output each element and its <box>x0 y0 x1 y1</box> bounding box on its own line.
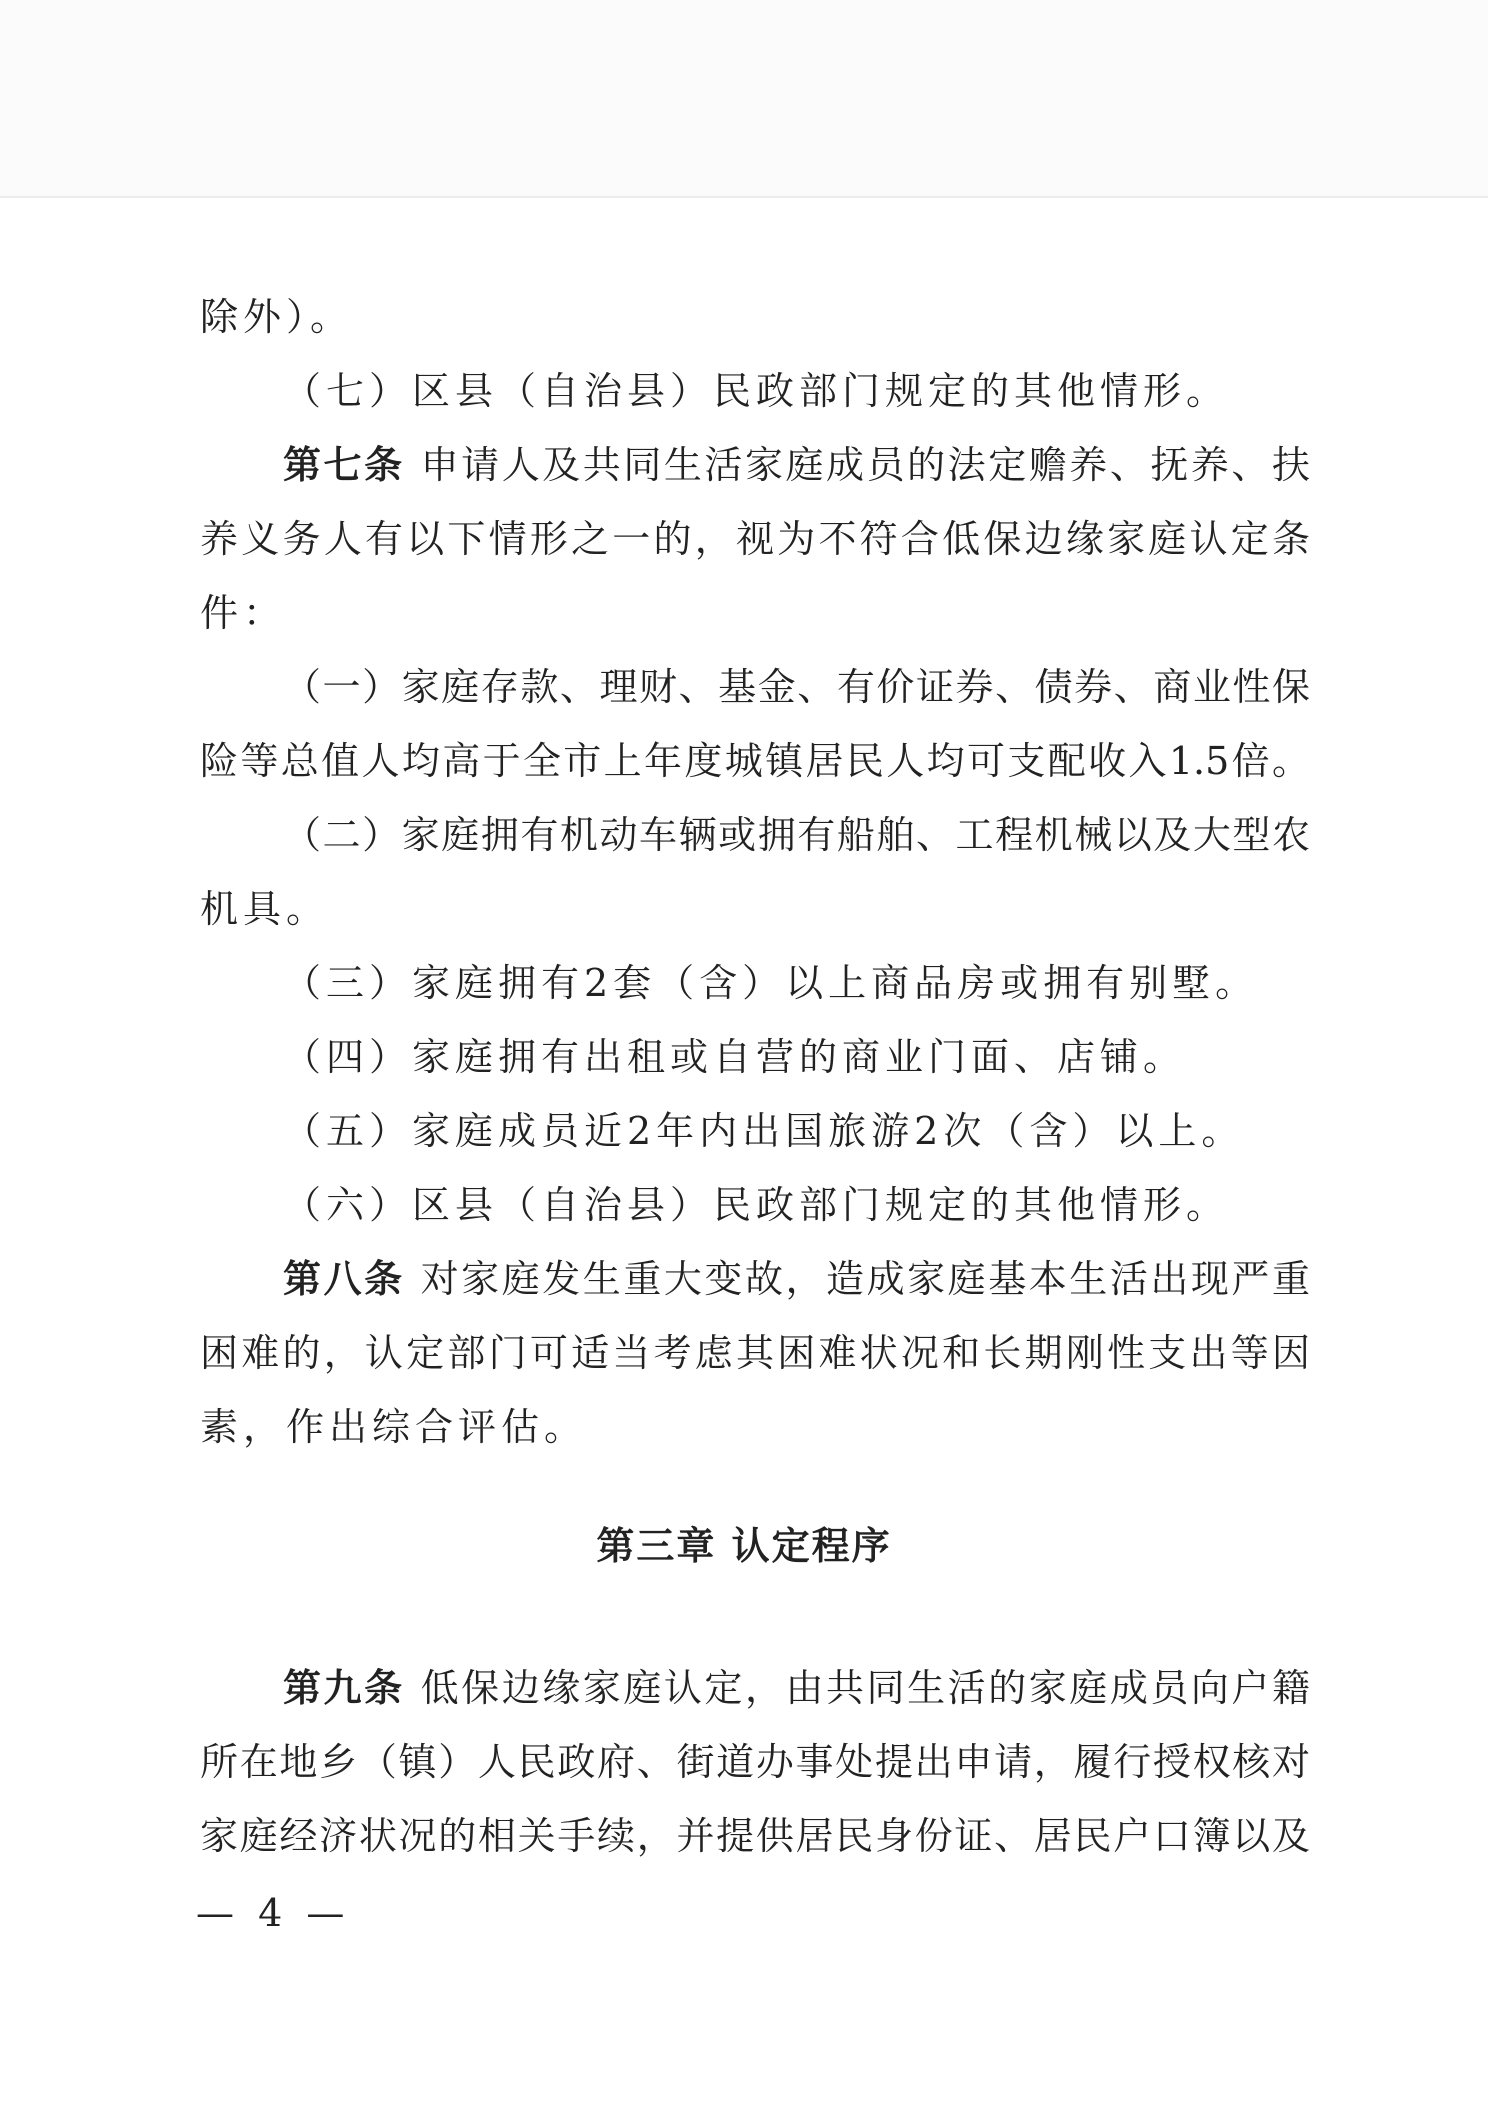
article-9-line-1 <box>283 1663 1310 1713</box>
list-item-1-line-2: 险等总值人均高于全市上年度城镇居民人均可支配收入1.5倍。 <box>200 739 1310 783</box>
page-number: — 4 — <box>196 1891 351 1935</box>
article-8-line-1 <box>283 1254 1310 1304</box>
article-9-line-2: 所在地乡（镇）人民政府、街道办事处提出申请，履行授权核对 <box>200 1740 1310 1784</box>
article-7-text: 申请人及共同生活家庭成员的法定赡养、抚养、扶 <box>420 443 1310 487</box>
text-line-continuation: 除外）。 <box>200 295 354 339</box>
list-item-4: （四）家庭拥有出租或自营的商业门面、店铺。 <box>283 1035 1187 1079</box>
article-7-line-1 <box>283 440 1310 490</box>
text-line-item-7: （七）区县（自治县）民政部门规定的其他情形。 <box>283 369 1230 413</box>
list-item-1-line-1: （一）家庭存款、理财、基金、有价证券、债券、商业性保 <box>283 665 1310 709</box>
scan-header-band <box>0 0 1488 198</box>
article-8-label: 第八条 <box>283 1256 405 1301</box>
list-item-2-line-2: 机具。 <box>200 887 330 931</box>
list-item-3: （三）家庭拥有2套（含）以上商品房或拥有别墅。 <box>283 961 1259 1005</box>
article-8-line-2: 困难的，认定部门可适当考虑其困难状况和长期刚性支出等因 <box>200 1331 1310 1375</box>
article-7-line-3: 件： <box>200 591 287 635</box>
article-8-line-3: 素，作出综合评估。 <box>200 1405 588 1449</box>
article-9-text: 低保边缘家庭认定，由共同生活的家庭成员向户籍 <box>420 1666 1310 1710</box>
list-item-5: （五）家庭成员近2年内出国旅游2次（含）以上。 <box>283 1109 1245 1153</box>
list-item-2-line-1: （二）家庭拥有机动车辆或拥有船舶、工程机械以及大型农 <box>283 813 1310 857</box>
article-9-line-3: 家庭经济状况的相关手续，并提供居民身份证、居民户口簿以及 <box>200 1814 1310 1858</box>
list-item-6: （六）区县（自治县）民政部门规定的其他情形。 <box>283 1183 1230 1227</box>
article-8-text: 对家庭发生重大变故，造成家庭基本生活出现严重 <box>420 1257 1310 1301</box>
article-7-line-2: 养义务人有以下情形之一的，视为不符合低保边缘家庭认定条 <box>200 517 1310 561</box>
article-7-label: 第七条 <box>283 442 405 487</box>
chapter-title: 第三章 认定程序 <box>596 1524 892 1568</box>
article-9-label: 第九条 <box>283 1665 405 1710</box>
